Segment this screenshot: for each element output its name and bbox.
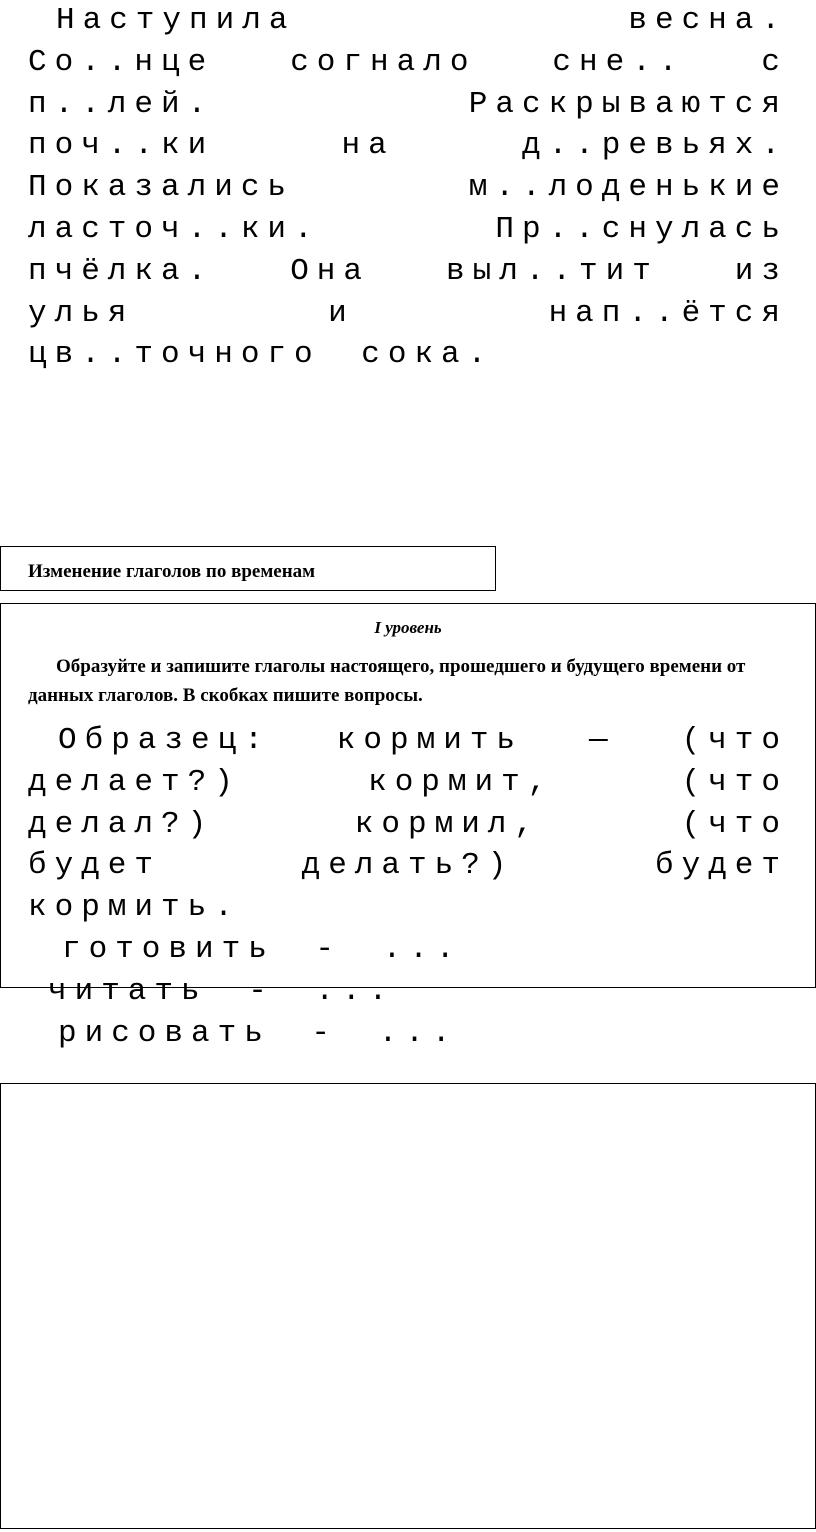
- sample-line: Образец: кормить — (что: [58, 723, 788, 758]
- passage: [28, 0, 788, 376]
- passage-line: Показались м..лоденькие: [28, 170, 788, 206]
- passage-line: Со..нце согнало сне.. с: [28, 44, 788, 80]
- passage-line: ласточ..ки. Пр..снулась: [28, 211, 788, 247]
- sample-line: делал?) кормил, (что: [28, 806, 788, 842]
- verb-item: рисовать - ...: [58, 1015, 459, 1051]
- passage-line: п..лей. Раскрываются: [28, 86, 788, 122]
- sample-block: [28, 720, 788, 929]
- sample-line: делает?) кормит, (что: [28, 764, 788, 800]
- level-heading: I уровень: [374, 618, 442, 637]
- passage-line: поч..ки на д..ревьях.: [28, 128, 788, 164]
- verb-item: читать - ...: [48, 973, 396, 1009]
- topic-title: Изменение глаголов по временам: [28, 561, 316, 582]
- verb-item: готовить - ...: [62, 932, 463, 967]
- passage-line: пчёлка. Она выл..тит из: [28, 253, 788, 289]
- answer-box: [0, 1083, 816, 1529]
- verb-list: [48, 929, 558, 1054]
- passage-line: Наступила весна.: [56, 3, 788, 38]
- passage-line: цв..точного сока.: [28, 337, 495, 373]
- task-instruction: Образуйте и запишите глаголы настоящего, прошедшего и будущего времени от данных глаголов. В скобках пишите вопросы.: [28, 656, 746, 706]
- sample-line: будет делать?) будет: [28, 848, 788, 884]
- sample-line: кормить.: [28, 890, 241, 926]
- passage-line: улья и нап..ётся: [28, 295, 788, 331]
